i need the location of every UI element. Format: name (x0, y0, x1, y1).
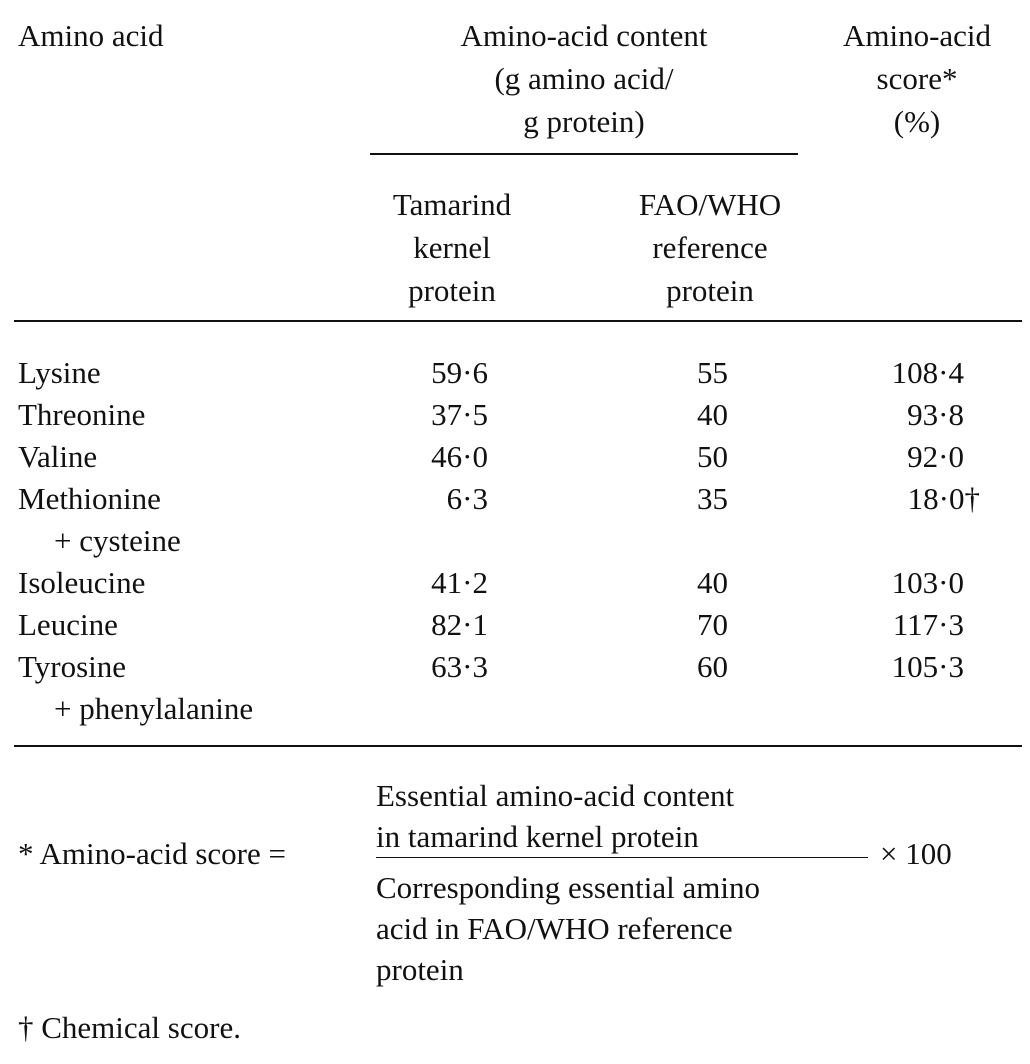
header-content-line-3: g protein) (523, 104, 645, 139)
cell-fao: 55 (697, 355, 728, 390)
cell-tamarind: 46·0 (431, 439, 488, 474)
header-amino-acid: Amino acid (18, 18, 164, 53)
header-tamarind-line-2: kernel (413, 230, 491, 265)
header-score (812, 14, 1022, 143)
row-name: Methionine (18, 481, 161, 516)
cell-tamarind: 59·6 (431, 355, 488, 390)
row-name: Isoleucine (18, 565, 146, 600)
header-content-line-2: (g amino acid/ (494, 61, 674, 96)
cell-tamarind: 63·3 (431, 649, 488, 684)
cell-fao: 50 (697, 439, 728, 474)
row-name: Tyrosine (18, 649, 127, 684)
cell-fao: 40 (697, 397, 728, 432)
formula-label: * Amino-acid score = (18, 836, 286, 871)
row-name: Lysine (18, 355, 101, 390)
header-fao-line-3: protein (666, 273, 754, 308)
numerator-line-1: Essential amino-acid content (376, 778, 735, 813)
dagger-footnote: † Chemical score. (18, 1010, 241, 1045)
cell-score: 18·0† (907, 481, 980, 516)
header-tamarind-line-3: protein (408, 273, 496, 308)
formula-denominator (376, 867, 760, 990)
header-fao (600, 183, 820, 312)
header-fao-line-1: FAO/WHO (638, 187, 782, 222)
formula-numerator (376, 775, 734, 857)
header-tamarind-line-1: Tamarind (392, 187, 512, 222)
cell-tamarind: 41·2 (431, 565, 488, 600)
header-group-rule (370, 153, 798, 155)
row-name: Valine (18, 439, 98, 474)
denominator-line-1: Corresponding essential amino (376, 870, 760, 905)
denominator-line-2: acid in FAO/WHO reference (376, 911, 733, 946)
header-score-line-3: (%) (893, 104, 941, 139)
cell-score: 93·8 (907, 397, 964, 432)
header-content-line-1: Amino-acid content (460, 18, 708, 53)
numerator-line-2: in tamarind kernel protein (376, 819, 699, 854)
table-bottom-rule (14, 745, 1022, 747)
cell-score: 103·0 (891, 565, 964, 600)
cell-fao: 40 (697, 565, 728, 600)
cell-fao: 70 (697, 607, 728, 642)
row-name: Threonine (18, 397, 146, 432)
formula-multiplier: × 100 (880, 836, 952, 871)
cell-score: 117·3 (892, 607, 964, 642)
header-content-group (372, 14, 796, 143)
cell-tamarind: 82·1 (431, 607, 488, 642)
row-name: Leucine (18, 607, 118, 642)
header-fao-line-2: reference (652, 230, 768, 265)
header-score-line-1: Amino-acid (842, 18, 992, 53)
cell-score: 108·4 (891, 355, 964, 390)
header-tamarind (362, 183, 542, 312)
header-score-line-2: score* (876, 61, 958, 96)
header-bottom-rule (14, 320, 1022, 322)
cell-fao: 35 (697, 481, 728, 516)
row-name-continuation: + phenylalanine (54, 691, 254, 726)
cell-tamarind: 37·5 (431, 397, 488, 432)
cell-score: 105·3 (891, 649, 964, 684)
row-name-continuation: + cysteine (54, 523, 181, 558)
cell-fao: 60 (697, 649, 728, 684)
cell-tamarind: 6·3 (446, 481, 488, 516)
cell-score: 92·0 (907, 439, 964, 474)
fraction-bar (376, 857, 868, 858)
denominator-line-3: protein (376, 952, 464, 987)
